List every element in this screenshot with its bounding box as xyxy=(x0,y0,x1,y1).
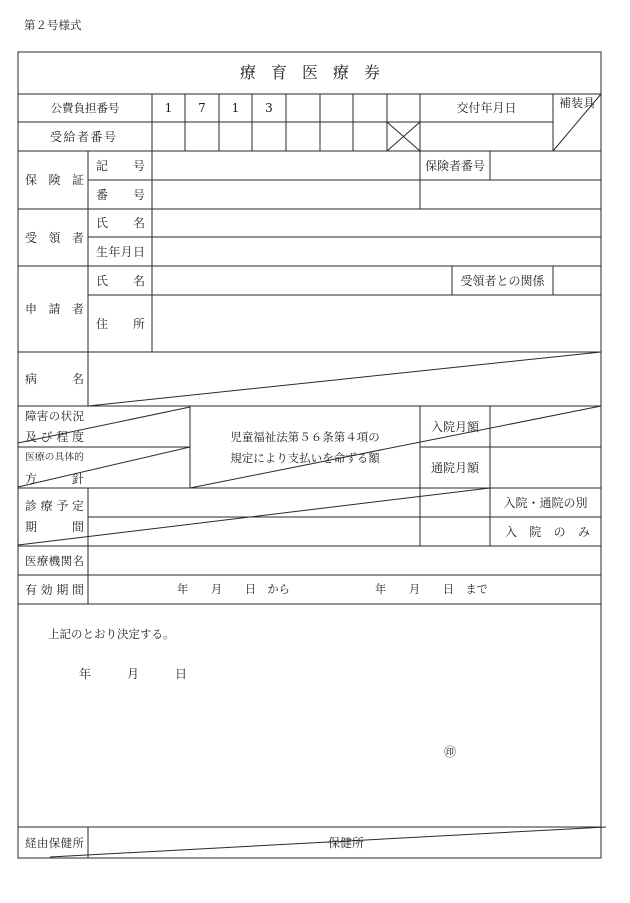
form-number: 第２号様式 xyxy=(24,18,82,32)
via-health-center-label: 経 由 保 健 所 xyxy=(25,835,84,850)
applicant-address-value xyxy=(152,295,601,352)
insurance-card-label: 保 険 証 xyxy=(25,173,84,187)
disability-status-label-line-2: 及 び 程 度 xyxy=(25,430,84,444)
medical-plan-label-line-2: 方 針 xyxy=(25,472,84,486)
recipient-name-value xyxy=(152,209,601,237)
public-expense-digit-3: 1 xyxy=(231,101,240,115)
insurance-symbol-value xyxy=(152,151,420,180)
care-type-value: 入 院 の み xyxy=(505,524,590,539)
outpatient-monthly-label: 通院月額 xyxy=(430,460,479,475)
payment-description-line-1: 児童福祉法第５６条第４項の xyxy=(230,430,380,444)
validity-end: 年 月 日 まで xyxy=(375,582,488,596)
insurance-number-label: 番 号 xyxy=(96,187,145,202)
form-title: 療 育 医 療 券 xyxy=(240,63,380,82)
disease-label: 病 名 xyxy=(25,372,84,386)
inpatient-monthly-value xyxy=(490,406,601,447)
care-type-label: 入院・通院の別 xyxy=(503,495,588,510)
public-expense-digit-2: 7 xyxy=(198,101,206,115)
disease-value xyxy=(88,352,601,406)
outpatient-monthly-value xyxy=(490,447,601,488)
validity-period-label: 有 効 期 間 xyxy=(25,582,84,597)
decision-date: 年 月 日 xyxy=(79,667,188,681)
public-expense-digit-1: 1 xyxy=(164,101,173,115)
public-expense-digit-4: 3 xyxy=(265,101,273,115)
medical-plan-label-line-1: 医 療 の 具 体 的 xyxy=(25,452,84,463)
treatment-period-label-line-2: 期 間 xyxy=(25,520,84,534)
insurance-number-value xyxy=(152,180,420,209)
institution-name-label: 医 療 機 関 名 xyxy=(25,553,84,568)
applicant-label: 申 請 者 xyxy=(25,302,84,316)
recipient-birthdate-value xyxy=(152,237,601,266)
applicant-name-value xyxy=(152,266,452,295)
recipient-number-cross-mark xyxy=(387,122,420,151)
issue-date-label: 交付年月日 xyxy=(456,101,517,115)
recipient-name-label: 氏 名 xyxy=(96,216,145,230)
issue-date-value xyxy=(420,122,553,151)
insurer-number-value xyxy=(490,151,601,180)
treatment-period-label-line-1: 診 療 予 定 xyxy=(25,499,84,513)
decision-statement: 上記のとおり決定する。 xyxy=(48,627,175,641)
insurance-symbol-label: 記 号 xyxy=(96,158,145,173)
public-expense-number-label: 公費負担番号 xyxy=(50,101,120,115)
applicant-name-label: 氏 名 xyxy=(96,273,145,288)
applicant-relation-value xyxy=(553,266,601,295)
recipient-number-label: 受 給 者 番 号 xyxy=(50,129,116,144)
validity-start: 年 月 日 から xyxy=(177,582,290,596)
recipient-birthdate-label: 生 年 月 日 xyxy=(96,244,145,259)
applicant-address-label: 住 所 xyxy=(96,316,145,331)
insurer-number-label: 保険者番号 xyxy=(424,158,485,173)
applicant-relation-label: 受領者との関係 xyxy=(460,273,545,288)
institution-name-value xyxy=(88,546,601,575)
orthosis-label: 補装具 xyxy=(559,96,596,110)
payment-description-line-2: 規定により支払いを命ずる額 xyxy=(230,451,380,465)
treatment-period-value xyxy=(88,488,420,546)
official-seal-mark: ㊞ xyxy=(444,745,457,759)
inpatient-monthly-label: 入院月額 xyxy=(430,419,479,434)
recipient-label: 受 領 者 xyxy=(25,230,84,245)
via-health-center-value: 保健所 xyxy=(328,835,365,850)
disability-status-label-line-1: 障 害 の 状 況 xyxy=(25,409,84,423)
